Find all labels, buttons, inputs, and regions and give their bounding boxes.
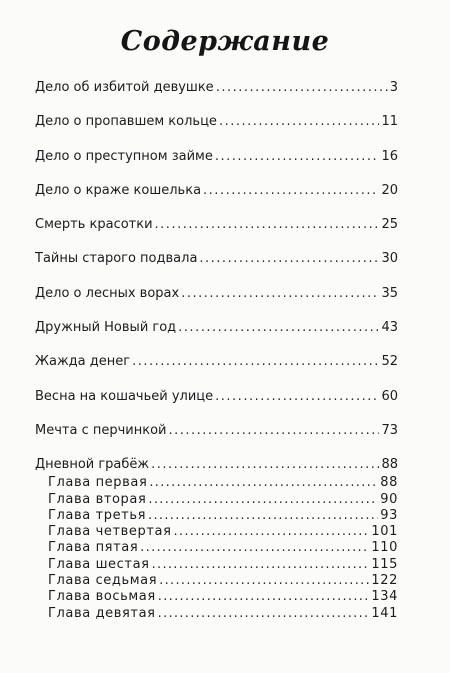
toc-chapter-page: 90 xyxy=(380,491,398,507)
toc-entry-title: Дело о преступном займе xyxy=(35,148,213,164)
toc-chapter-title: Глава седьмая xyxy=(48,573,158,589)
toc-entry-page: 11 xyxy=(381,114,398,130)
toc-entry-title: Весна на кошачьей улице xyxy=(35,388,214,404)
toc-entry[interactable] xyxy=(35,387,398,407)
toc-chapter-entry[interactable] xyxy=(35,508,398,524)
toc-chapter-page: 110 xyxy=(371,540,398,556)
toc-entry-title: Дружный Новый год xyxy=(35,320,177,336)
dot-leader xyxy=(181,284,379,304)
toc-entry[interactable] xyxy=(35,284,398,304)
toc-chapter-title: Глава восьмая xyxy=(48,589,156,605)
toc-chapter-page: 122 xyxy=(371,573,398,589)
toc-chapter-page: 134 xyxy=(371,589,398,605)
toc-chapter-title: Глава первая xyxy=(48,475,148,491)
toc-entry[interactable] xyxy=(35,455,398,475)
dot-leader xyxy=(158,606,370,622)
dot-leader xyxy=(158,589,370,605)
toc-entry-page: 52 xyxy=(381,354,398,370)
toc-chapter-page: 93 xyxy=(380,507,398,523)
dot-leader xyxy=(155,215,380,235)
dot-leader xyxy=(148,492,378,508)
page-title: Содержание xyxy=(120,26,330,57)
toc-entry[interactable] xyxy=(35,352,398,372)
toc-entry-page: 43 xyxy=(381,320,398,336)
dot-leader xyxy=(149,475,378,491)
toc-entry-title: Дело о лесных ворах xyxy=(35,285,180,301)
dot-leader xyxy=(178,318,379,338)
toc-entry-title: Жажда денег xyxy=(35,354,131,370)
toc-entry-title: Тайны старого подвала xyxy=(35,251,198,267)
dot-leader xyxy=(159,573,369,589)
toc-entry[interactable] xyxy=(35,249,398,269)
toc-chapter-entry[interactable] xyxy=(35,492,398,508)
toc-entry-page: 16 xyxy=(381,148,398,164)
toc-entry-title: Дело об избитой девушке xyxy=(35,80,214,95)
dot-leader xyxy=(215,387,379,407)
toc-chapter-page: 88 xyxy=(380,475,398,491)
toc-chapter-page: 101 xyxy=(371,524,398,540)
toc-entry[interactable] xyxy=(35,421,398,441)
toc-entry[interactable] xyxy=(35,78,398,98)
table-of-contents xyxy=(35,78,398,622)
dot-leader xyxy=(148,508,378,524)
dot-leader xyxy=(199,249,379,269)
toc-entry-page: 30 xyxy=(381,251,398,267)
toc-chapter-page: 115 xyxy=(371,556,398,572)
toc-entry-title: Смерть красотки xyxy=(35,217,153,233)
toc-entry[interactable] xyxy=(35,147,398,167)
toc-entry[interactable] xyxy=(35,318,398,338)
dot-leader xyxy=(168,421,379,441)
toc-entry-title: Дело о краже кошелька xyxy=(35,182,202,198)
toc-entry-page: 73 xyxy=(381,422,398,438)
toc-chapter-entry[interactable] xyxy=(35,589,398,605)
toc-entry[interactable] xyxy=(35,112,398,132)
toc-entry-page: 20 xyxy=(381,182,398,198)
toc-chapter-title: Глава шестая xyxy=(48,556,150,572)
toc-chapter-title: Глава вторая xyxy=(48,491,147,507)
toc-chapter-title: Глава пятая xyxy=(48,540,139,556)
toc-chapter-page: 141 xyxy=(371,605,398,621)
dot-leader xyxy=(151,455,379,475)
dot-leader xyxy=(203,181,379,201)
dot-leader xyxy=(215,147,380,167)
dot-leader xyxy=(216,78,388,98)
toc-chapter-entry[interactable] xyxy=(35,475,398,491)
toc-entry[interactable] xyxy=(35,215,398,235)
toc-entry-page: 60 xyxy=(381,388,398,404)
toc-chapter-title: Глава четвертая xyxy=(48,524,172,540)
toc-entry-page: 25 xyxy=(381,217,398,233)
toc-entry-title: Дневной грабёж xyxy=(35,457,150,473)
dot-leader xyxy=(132,352,379,372)
toc-chapter-title: Глава третья xyxy=(48,507,147,523)
dot-leader xyxy=(219,112,380,132)
toc-chapter-title: Глава девятая xyxy=(48,605,156,621)
toc-entry-title: Мечта с перчинкой xyxy=(35,422,167,438)
toc-entry[interactable] xyxy=(35,181,398,201)
toc-entry-page: 3 xyxy=(389,80,398,95)
dot-leader xyxy=(152,557,370,573)
toc-chapter-entry[interactable] xyxy=(35,524,398,540)
dot-leader xyxy=(140,540,369,556)
toc-chapter-entry[interactable] xyxy=(35,557,398,573)
toc-entry-page: 35 xyxy=(381,285,398,301)
toc-entry-title: Дело о пропавшем кольце xyxy=(35,114,217,130)
dot-leader xyxy=(174,524,370,540)
toc-chapter-entry[interactable] xyxy=(35,540,398,556)
toc-entry-page: 88 xyxy=(381,457,398,473)
toc-chapter-entry[interactable] xyxy=(35,573,398,589)
toc-chapter-entry[interactable] xyxy=(35,606,398,622)
